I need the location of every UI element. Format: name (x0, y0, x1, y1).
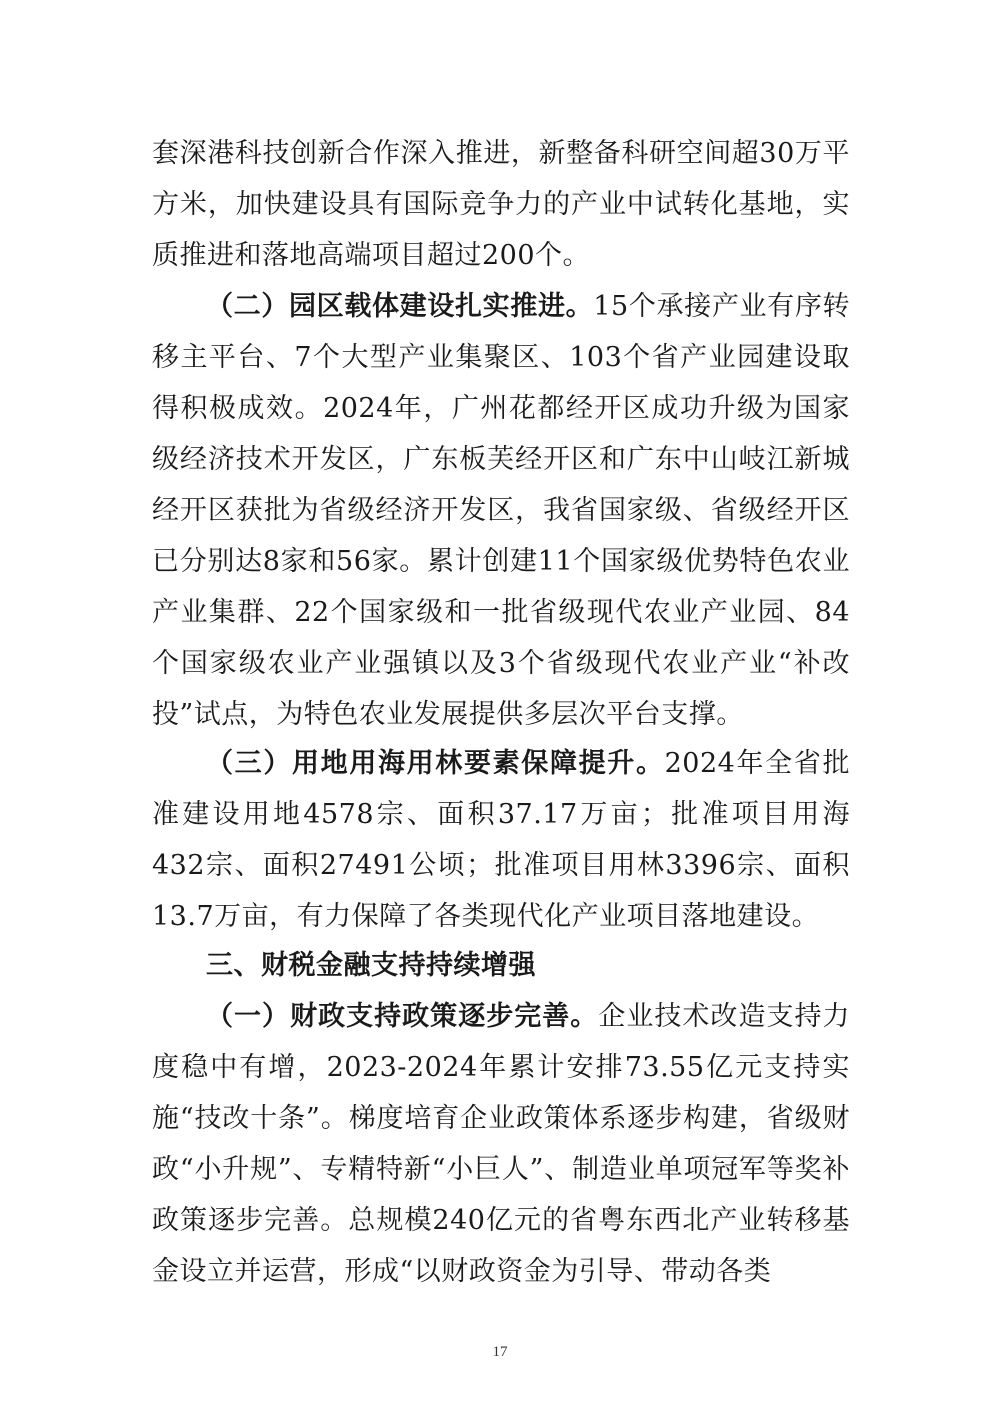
paragraph-text: 套深港科技创新合作深入推进，新整备科研空间超30万平方米，加快建设具有国际竞争力的产业中试转化基地，实质推进和落地高端项目超过200个。 (152, 138, 850, 271)
paragraph-lead: （一）财政支持政策逐步完善。 (206, 1001, 599, 1032)
paragraph-fiscal-support (152, 991, 850, 1297)
paragraph-park-carriers (152, 281, 850, 740)
paragraph-land-sea-forest (152, 738, 850, 942)
section-heading: 三、财税金融支持持续增强 (206, 950, 536, 981)
paragraph-lead: （二）园区载体建设扎实推进。 (206, 291, 594, 322)
paragraph-lead: （三）用地用海用林要素保障提升。 (206, 748, 665, 779)
paragraph-text: 企业技术改造支持力度稳中有增，2023-2024年累计安排73.55亿元支持实施“技改十条”。梯度培育企业政策体系逐步构建，省级财政“小升规”、专精特新“小巨人”、制造业单项冠军等奖补政策逐步完善。总规模240亿元的省粤东西北产业转移基金设立并运营，形成“以财政资金为引导、带动各类 (152, 1001, 851, 1287)
paragraph-text: 15个承接产业有序转移主平台、7个大型产业集聚区、103个省产业园建设取得积极成效。2024年，广州花都经开区成功升级为国家级经济技术开发区，广东板芙经开区和广东中山岐江新城经开区获批为省级经济开发区，我省国家级、省级经开区已分别达8家和56家。累计创建11个国家级优势特色农业产业集群、22个国家级和一批省级现代农业产业园、84个国家级农业产业强镇以及3个省级现代农业产业“补改投”试点，为特色农业发展提供多层次平台支撑。 (152, 291, 851, 730)
paragraph-continuation (152, 128, 850, 281)
paragraph-text: 2024年全省批准建设用地4578宗、面积37.17万亩；批准项目用海432宗、面积27491公顷；批准项目用林3396宗、面积13.7万亩，有力保障了各类现代化产业项目落地建设。 (152, 748, 850, 932)
page-number: 17 (492, 1344, 508, 1360)
